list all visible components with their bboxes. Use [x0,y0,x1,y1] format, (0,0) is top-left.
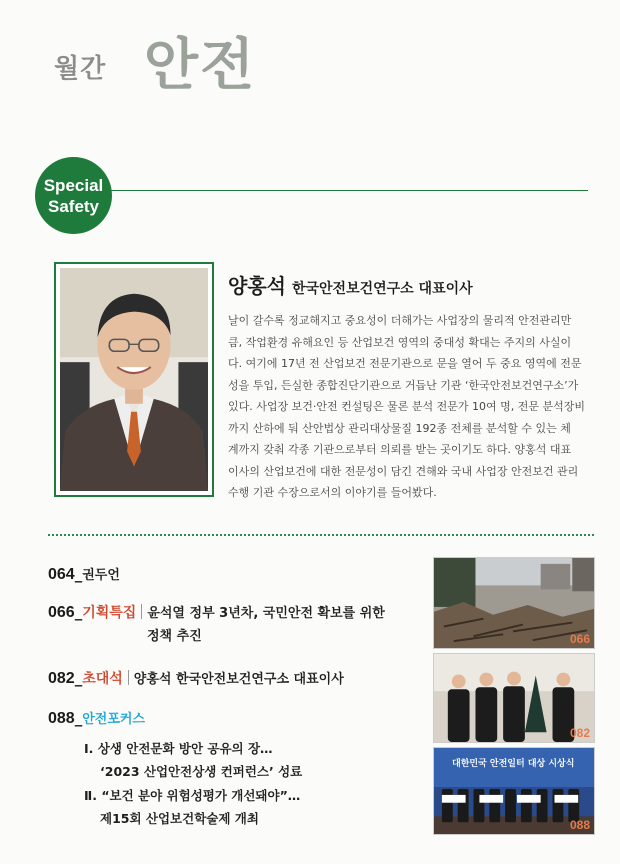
thumbnail-088[interactable] [433,747,595,835]
photo-page-number: 066 [569,632,590,646]
intro-line: 이사의 산업보건에 대한 전문성이 담긴 견해와 국내 사업장 안전보건 관리 [228,464,579,478]
intro-line: 수행 기관 수장으로서의 이야기를 들어봤다. [228,486,437,499]
interviewee-header [228,270,598,300]
thumbnail-066[interactable] [433,557,595,649]
photo-page-number: 082 [569,726,590,740]
badge-line2: Safety [47,196,100,216]
page-number: 066 [48,604,75,621]
separator: _ [74,603,83,621]
intro-line: 계까지 갖춰 각종 기관으로부터 의뢰를 받는 곳이기도 하다. 양홍석 대표 [228,443,572,456]
page-number: 064 [48,566,75,583]
separator: _ [74,669,83,687]
separator: _ [74,709,83,727]
intro-paragraph [228,310,596,504]
interviewee-title: 한국안전보건연구소 대표이사 [291,281,473,297]
badge-line1: Special [43,175,104,195]
masthead [54,30,354,110]
portrait-illustration [60,268,208,491]
toc-sub-item-continued: ‘2023 산업안전상생 컨퍼런스’ 성료 [100,764,303,779]
toc-title: 양홍석 한국안전보건연구소 대표이사 [133,672,344,687]
portrait-photo [54,262,214,497]
dotted-divider [48,534,594,536]
intro-line: 까지 산하에 둬 산안법상 관리대상물질 192종 전체를 분석할 수 있는 체 [228,421,571,435]
toc-title: 권두언 [82,568,120,583]
section-rule [110,190,588,191]
intro-line: 있다. 사업장 보건·안전 컨설팅은 물론 분석 전문가 10여 명, 전문 분석장비 [228,400,585,413]
masthead-title: 안전 [144,33,257,98]
category-divider [128,670,129,685]
photo-page-number: 088 [569,818,590,832]
thumbnail-082[interactable] [433,653,595,743]
special-safety-badge [35,157,112,234]
toc-category: 안전포커스 [82,712,145,727]
toc-sub-item[interactable]: Ⅱ. “보건 분야 위험성평가 개선돼야”… [84,788,301,803]
intro-line: 큼, 작업환경 유해요인 등 산업보건 영역의 중대성 확대는 주지의 사실이 [228,335,572,349]
toc-sub-item-continued: 제15회 산업보건학술제 개최 [100,811,259,826]
masthead-small: 월간 [54,54,107,84]
intro-line: 성을 투입, 든실한 종합진단기관으로 거듭난 기관 ‘한국안전보건연구소’가 [228,378,579,392]
toc-entry-088[interactable] [48,708,145,728]
toc-sub-item[interactable]: Ⅰ. 상생 안전문화 방안 공유의 장… [84,741,273,756]
toc-category: 기획특집 [82,605,137,621]
separator: _ [74,565,83,583]
intro-line: 날이 갈수록 정교해지고 중요성이 더해가는 사업장의 물리적 안전관리만 [228,314,572,327]
toc-title: 윤석열 정부 3년차, 국민안전 확보를 위한 [147,606,385,621]
page-number: 088 [48,710,75,727]
toc-title-continued: 정책 추진 [147,629,202,644]
toc-entry-064[interactable] [48,564,120,584]
toc-category: 초대석 [82,671,123,687]
toc-entry-082[interactable] [48,668,344,688]
ceremony-banner-text: 대한민국 안전일터 대상 시상식 [452,759,575,769]
interviewee-name: 양홍석 [228,274,286,298]
page-number: 082 [48,670,75,687]
toc-entry-066[interactable] [48,602,385,622]
category-divider [141,604,142,619]
intro-line: 다. 여기에 17년 전 산업보건 전문기관으로 문을 열어 두 중요 영역에 전문 [228,357,582,370]
